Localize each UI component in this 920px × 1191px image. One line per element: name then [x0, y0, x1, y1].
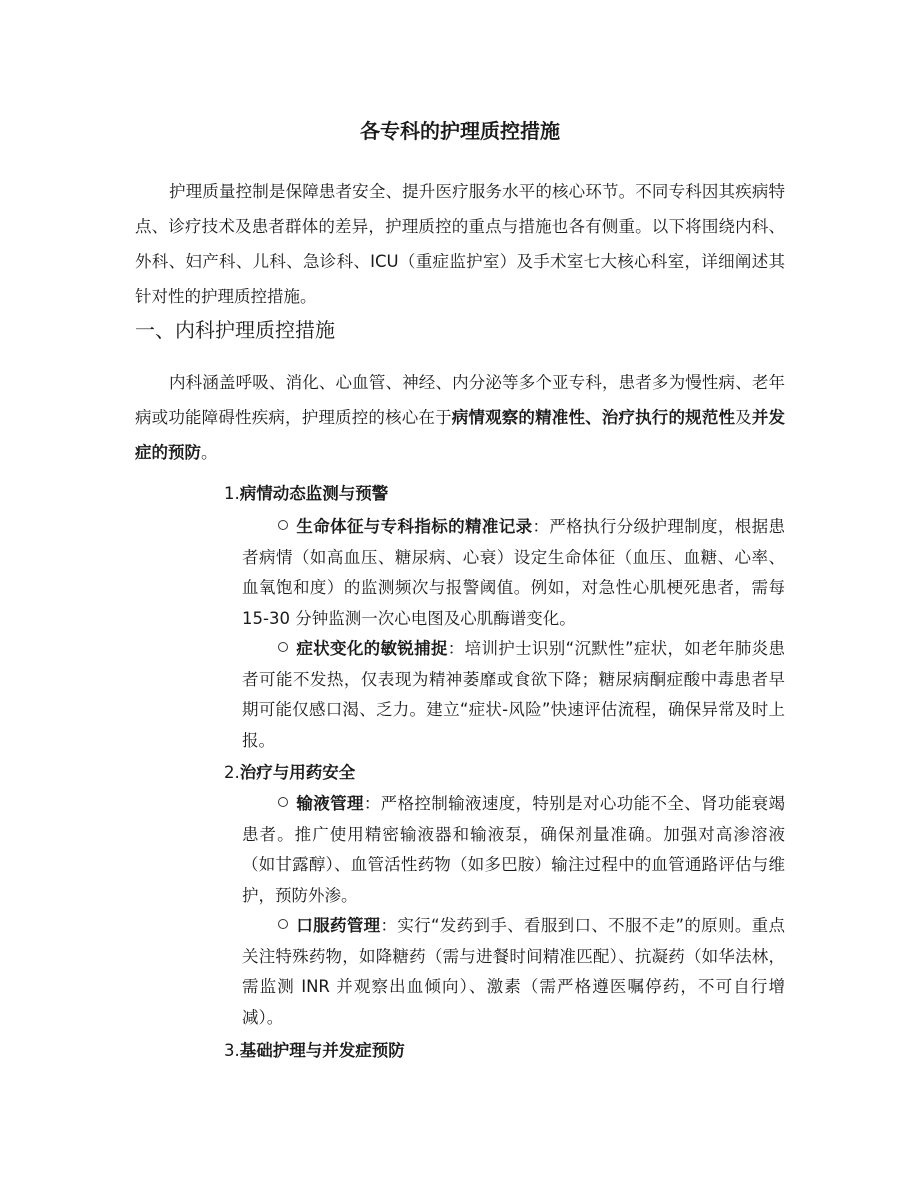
sub-item-symptom-capture	[242, 634, 785, 756]
list-item-number: 1.	[224, 484, 240, 503]
section-heading-internal-medicine: 一、内科护理质控措施	[135, 318, 335, 342]
intro-paragraph: 护理质量控制是保障患者安全、提升医疗服务水平的核心环节。不同专科因其疾病特点、诊疗技术及患者群体的差异，护理质控的重点与措施也各有侧重。以下将围绕内科、外科、妇产科、儿科、急诊科、ICU（重症监护室）及手术室七大核心科室，详细阐述其针对性的护理质控措施。	[135, 182, 785, 306]
sub-item-infusion	[242, 789, 785, 911]
list-item-1	[224, 479, 388, 509]
para-text-start: 内科涵盖呼吸、消化、心血管、神经、内分泌等多个亚专科，患者多为慢性病、老年病或功能障碍性疾病，护理质控的核心在于	[135, 373, 785, 427]
section-intro-paragraph	[135, 365, 785, 470]
sub-item-vital-signs	[242, 512, 785, 634]
hollow-bullet-icon	[278, 797, 288, 807]
list-item-number: 2.	[224, 763, 240, 782]
page-title: 各专科的护理质控措施	[360, 119, 560, 143]
para-text-mid: 及	[735, 408, 752, 427]
list-item-label: 病情动态监测与预警	[239, 484, 389, 503]
sub-item-title: 输液管理	[296, 794, 364, 813]
list-item-3	[224, 1036, 405, 1066]
para-bold-treatment: 治疗执行的规范性	[601, 408, 736, 427]
sub-item-text: ：实行“发药到手、看服到口、不服不走”的原则。重点关注特殊药物，如降糖药（需与进餐时间精准匹配）、抗凝药（如华法林，需监测 INR 并观察出血倾向）、激素（需严格遵医嘱停药，不可自行增减）。	[242, 916, 785, 1027]
list-item-label: 基础护理与并发症预防	[239, 1041, 405, 1060]
para-text-end: 。	[201, 443, 218, 462]
sub-item-title: 生命体征与专科指标的精准记录	[296, 517, 533, 536]
para-bold-complication: 并发症的预防	[135, 408, 786, 462]
hollow-bullet-icon	[278, 919, 288, 929]
sub-item-oral-medication	[242, 911, 785, 1033]
sub-item-text: ：严格控制输液速度，特别是对心功能不全、肾功能衰竭患者。推广使用精密输液器和输液泵，确保剂量准确。加强对高渗溶液（如甘露醇）、血管活性药物（如多巴胺）输注过程中的血管通路评估与维护，预防外渗。	[242, 794, 786, 905]
hollow-bullet-icon	[278, 520, 288, 530]
para-bold-sep: 、	[585, 408, 602, 427]
sub-item-title: 口服药管理	[296, 916, 381, 935]
para-bold-observation: 病情观察的精准性	[451, 408, 586, 427]
hollow-bullet-icon	[278, 642, 288, 652]
sub-item-text: ：严格执行分级护理制度，根据患者病情（如高血压、糖尿病、心衰）设定生命体征（血压、血糖、心率、血氧饱和度）的监测频次与报警阈值。例如，对急性心肌梗死患者，需每 15-30 分钟监测一次心电图及心肌酶谱变化。	[242, 517, 786, 628]
list-item-label: 治疗与用药安全	[239, 763, 356, 782]
list-item-number: 3.	[224, 1041, 240, 1060]
sub-item-text: ：培训护士识别“沉默性”症状，如老年肺炎患者可能不发热，仅表现为精神萎靡或食欲下降；糖尿病酮症酸中毒患者早期可能仅感口渴、乏力。建立“症状-风险”快速评估流程，确保异常及时上报。	[242, 639, 785, 750]
sub-item-title: 症状变化的敏锐捕捉	[296, 639, 448, 658]
list-item-2	[224, 758, 355, 788]
